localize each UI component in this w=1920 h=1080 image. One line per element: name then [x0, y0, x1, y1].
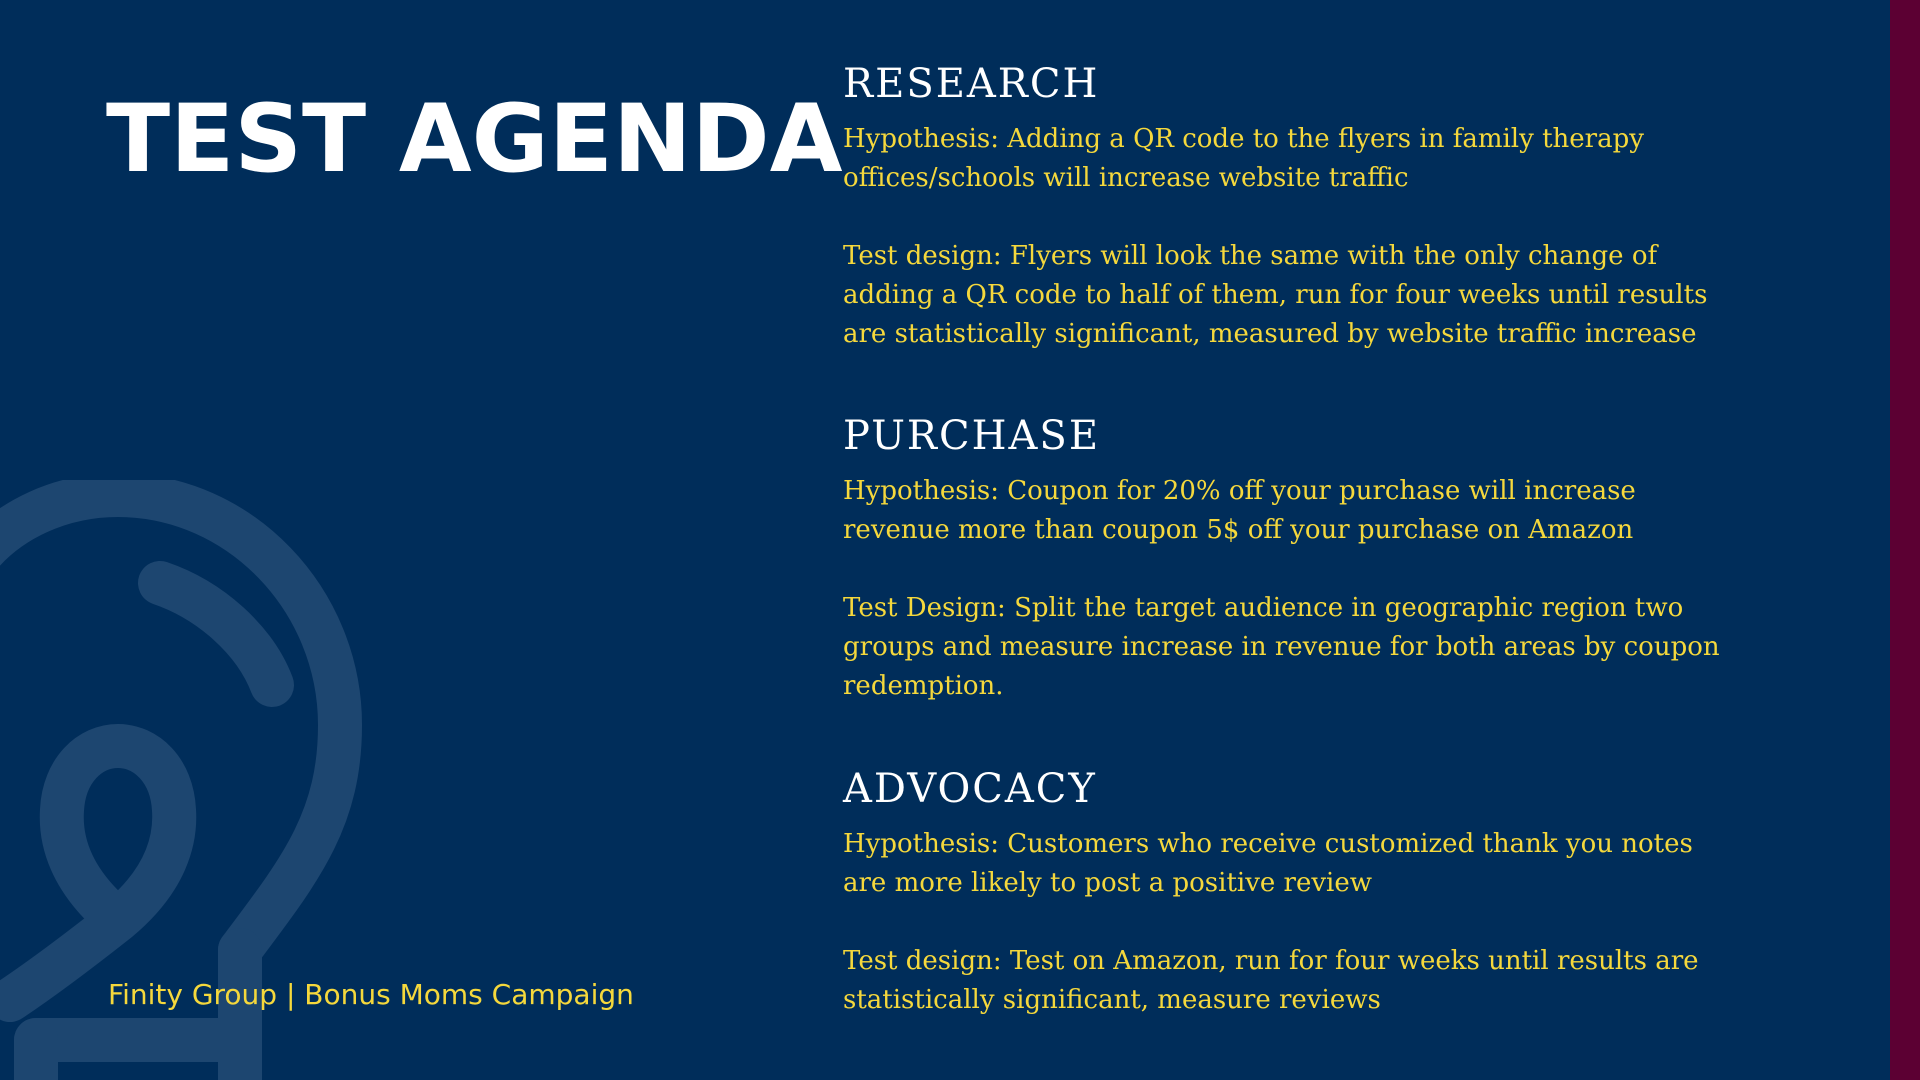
test-design-text: Test design: Test on Amazon, run for four weeks until results are statistically significant, measure reviews [843, 946, 1699, 1015]
section-heading: ADVOCACY [843, 766, 1097, 812]
accent-bar [1890, 0, 1920, 1080]
hypothesis-text: Hypothesis: Adding a QR code to the flyers in family therapy offices/schools will increase website traffic [843, 124, 1644, 193]
section-research [843, 58, 1743, 354]
test-design-text: Test design: Flyers will look the same with the only change of adding a QR code to half of them, run for four weeks until results are statistically significant, measured by website traffic increase [843, 241, 1708, 349]
section-advocacy [843, 763, 1743, 1020]
section-purchase [843, 410, 1743, 706]
page-title: TEST AGENDA [106, 85, 843, 194]
hypothesis-text: Hypothesis: Coupon for 20% off your purchase will increase revenue more than coupon 5$ off your purchase on Amazon [843, 476, 1636, 545]
test-design-text: Test Design: Split the target audience in geographic region two groups and measure increase in revenue for both areas by coupon redemption. [843, 593, 1720, 701]
hypothesis-text: Hypothesis: Customers who receive customized thank you notes are more likely to post a positive review [843, 829, 1693, 898]
section-heading: PURCHASE [843, 413, 1101, 459]
section-heading: RESEARCH [843, 61, 1100, 107]
footer-text: Finity Group | Bonus Moms Campaign [108, 978, 634, 1011]
